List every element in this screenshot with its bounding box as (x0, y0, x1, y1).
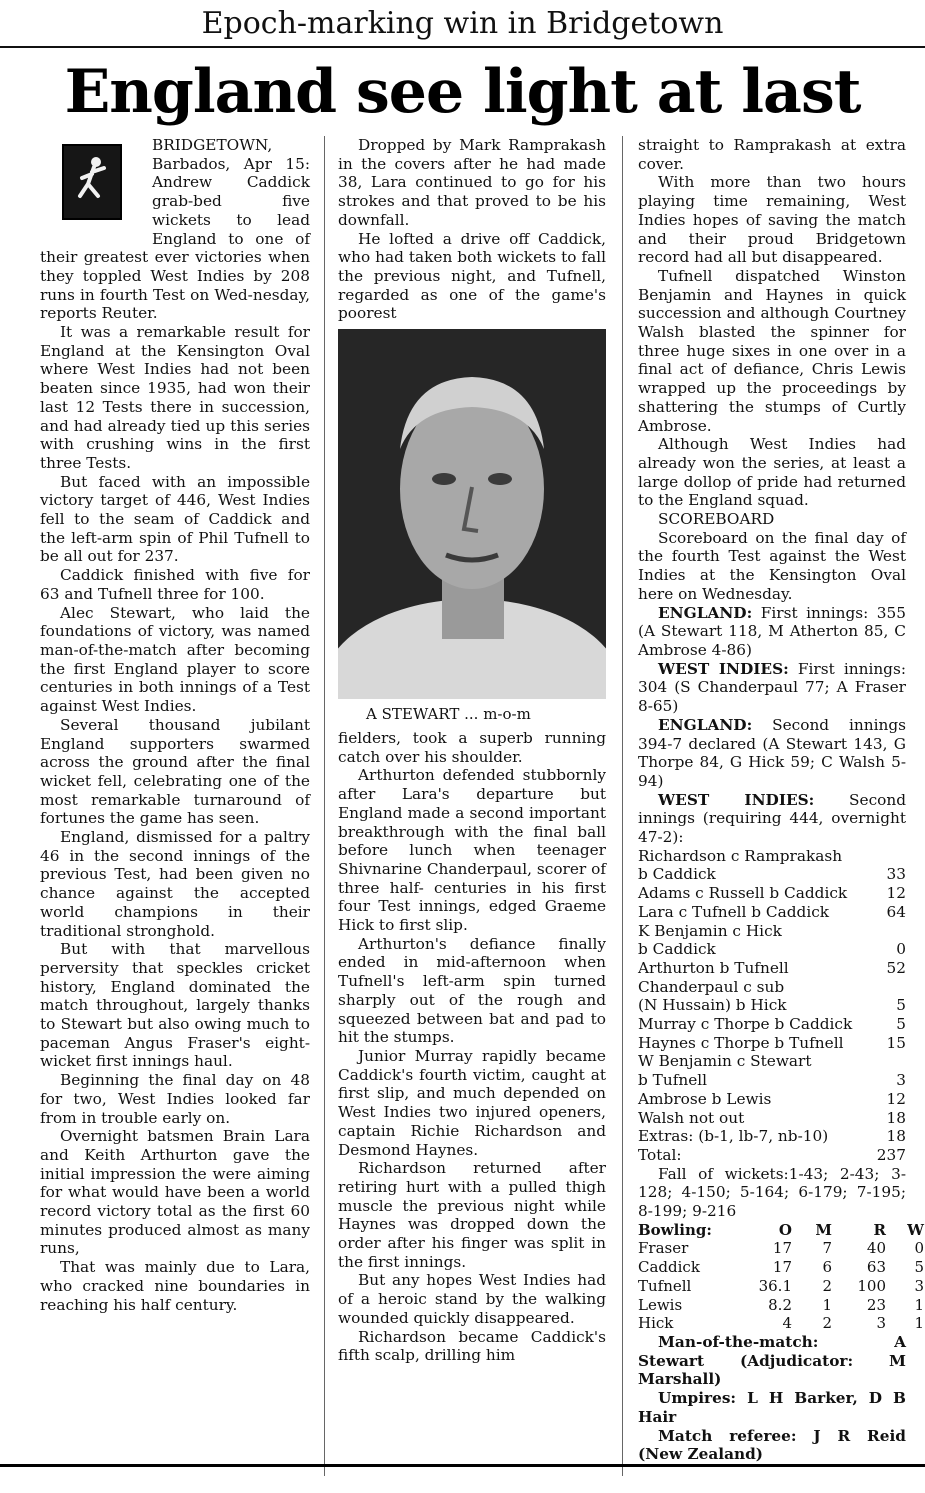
team-name: ENGLAND: (658, 715, 753, 734)
batsman-dismissal: Murray c Thorpe b Caddick (638, 1015, 853, 1034)
paragraph: Arthurton's defiance finally ended in mid-afternoon when Tufnell's left-arm spin turned sharply out of the rough and squeezed between bat and pad to hit the stumps. (338, 934, 606, 1047)
batting-row (638, 959, 906, 978)
batsman-dismissal: b Tufnell (638, 1071, 708, 1090)
innings-text: Second innings 394-7 declared (A Stewart 143, G Thorpe 84, G Hick 59; C Walsh 5-94) (638, 715, 906, 790)
runs: 237 (876, 1145, 906, 1164)
column-3 (638, 136, 924, 1464)
innings-england-1 (638, 604, 906, 660)
innings-westindies-1 (638, 660, 906, 716)
team-name: WEST INDIES: (658, 790, 815, 809)
bowling-header: R (873, 1220, 886, 1239)
innings-text: First innings: 304 (S Chanderpaul 77; A Fraser 8-65) (638, 659, 906, 716)
bowling-figure: 3 (914, 1276, 924, 1295)
bowler-name: Tufnell (638, 1276, 692, 1295)
bowling-figure: 8.2 (768, 1295, 792, 1314)
bowling-figure: 2 (822, 1314, 832, 1333)
batsman-dismissal: Adams c Russell b Caddick (638, 884, 848, 903)
bowling-figure: 17 (772, 1239, 792, 1258)
paragraph: That was mainly due to Lara, who cracked nine boundaries in reaching his half century. (40, 1258, 310, 1314)
batting-row (638, 940, 906, 959)
column-1 (40, 136, 310, 1314)
paragraph: Tufnell dispatched Winston Benjamin and Haynes in quick succession and although Courtney Walsh blasted the spinner for three huge sixes in one over in a final act of defiance, Chris Lewis wrapped up the proceedings by shattering the stumps of Curtly Ambrose. (638, 266, 906, 435)
fall-of-wickets: Fall of wickets:1-43; 2-43; 3-128; 4-150; 5-164; 6-179; 7-195; 8-199; 9-216 (638, 1164, 906, 1221)
bowling-figure: 4 (782, 1314, 792, 1333)
paragraph: Dropped by Mark Ramprakash in the covers after he had made 38, Lara continued to go for his strokes and that proved to be his downfall. (338, 136, 606, 229)
batsman-dismissal: Total: (638, 1145, 682, 1164)
paragraph: Caddick finished with five for 63 and Tufnell three for 100. (40, 566, 310, 603)
umpires: Umpires: L H Barker, D B Hair (638, 1389, 906, 1426)
bowling-figure: 5 (914, 1258, 924, 1277)
paragraph: Arthurton defended stubbornly after Lara's departure but England made a second important breakthrough with the final ball before lunch when teenager Shivnarine Chanderpaul, scorer of three half- centuries in his first four Test innings, edged Graeme Hick to first slip. (338, 766, 606, 935)
bowling-header: W (907, 1220, 924, 1239)
runs: 12 (886, 884, 906, 903)
batsman-dismissal: b Caddick (638, 940, 716, 959)
paragraph: But any hopes West Indies had of a heroic stand by the walking wounded quickly disappeared. (338, 1271, 606, 1327)
runs: 18 (886, 1127, 906, 1146)
bowler-icon (70, 152, 114, 212)
bowler-name: Caddick (638, 1258, 700, 1277)
next-story-rule (0, 1464, 925, 1493)
paragraph: Alec Stewart, who laid the foundations of victory, was named man-of-the-match after becoming the first England player to score centuries in both innings of a Test against West Indies. (40, 603, 310, 716)
batsman-dismissal: Extras: (b-1, lb-7, nb-10) (638, 1127, 829, 1146)
paragraph: He lofted a drive off Caddick, who had taken both wickets to fall the previous night, and Tufnell, regarded as one of the game's poorest (338, 229, 606, 323)
batting-row (638, 884, 906, 903)
runs: 33 (886, 865, 906, 884)
bowling-figure: 63 (866, 1258, 886, 1277)
bowling-header: Bowling: (638, 1220, 712, 1239)
column-divider (324, 136, 325, 1476)
batting-row (638, 1146, 906, 1165)
paragraph: straight to Ramprakash at extra cover. (638, 136, 906, 173)
batting-row (638, 1034, 906, 1053)
bowling-figure: 0 (914, 1239, 924, 1258)
paragraph: England, dismissed for a paltry 46 in the second innings of the previous Test, had been given no chance against the accepted world champions in their traditional stronghold. (40, 828, 310, 940)
headline: England see light at last (64, 57, 861, 127)
bowling-figure: 7 (822, 1239, 832, 1258)
bowling-figure: 1 (822, 1295, 832, 1314)
batting-row (638, 996, 906, 1015)
bowling-figure: 17 (772, 1258, 792, 1277)
batsman-dismissal: (N Hussain) b Hick (638, 996, 787, 1015)
top-rule (0, 46, 925, 48)
batting-row (638, 1090, 906, 1109)
bowling-figure: 1 (914, 1295, 924, 1314)
batting-row (638, 1015, 906, 1034)
column-divider (622, 136, 623, 1476)
bowling-figure: 1 (914, 1314, 924, 1333)
paragraph: It was a remarkable result for England at the Kensington Oval where West Indies had not been beaten since 1935, had won their last 12 Tests there in succession, and had already tied up this series with crushing wins in the first three Tests. (40, 323, 310, 472)
runs: 5 (896, 996, 906, 1015)
team-name: ENGLAND: (658, 603, 753, 622)
bowling-figure: 6 (822, 1258, 832, 1277)
paragraph: But faced with an impossible victory target of 446, West Indies fell to the seam of Caddick and the left-arm spin of Phil Tufnell to be all out for 237. (40, 472, 310, 566)
batsman-dismissal: Walsh not out (638, 1108, 745, 1127)
bowling-figure: 23 (866, 1295, 886, 1314)
runs: 12 (886, 1089, 906, 1108)
runs: 0 (896, 940, 906, 959)
bowling-table (638, 1220, 924, 1333)
paragraph: But with that marvellous perversity that speckles cricket history, England dominated the match throughout, largely thanks to Stewart but also owing much to paceman Angus Fraser's eight- wicket first innings haul. (40, 940, 310, 1071)
innings-england-2 (638, 716, 906, 791)
bowling-header: O (778, 1220, 792, 1239)
paragraph: Although West Indies had already won the series, at least a large dollop of pride had returned to the England squad. (638, 435, 906, 510)
runs: 18 (886, 1108, 906, 1127)
bowling-figure: 2 (822, 1276, 832, 1295)
batting-line: W Benjamin c Stewart (638, 1052, 812, 1071)
dateline: BRIDGETOWN, Barbados, Apr 15: (152, 136, 310, 173)
stewart-photo (338, 329, 606, 699)
column-2 (338, 136, 606, 1365)
batting-line: K Benjamin c Hick (638, 921, 782, 940)
innings-westindies-2 (638, 791, 906, 847)
photo-caption: A STEWART ... m-o-m (366, 705, 531, 724)
paragraph: Beginning the final day on 48 for two, West Indies looked far from in trouble early on. (40, 1071, 310, 1127)
man-of-the-match: Man-of-the-match: A Stewart (Adjudicator: M Marshall) (638, 1333, 906, 1389)
paragraph: Several thousand jubilant England supporters swarmed across the ground after the final wicket fell, celebrating one of the most remarkable turnaround of fortunes the game has seen. (40, 715, 310, 828)
batting-row (638, 1071, 906, 1090)
batsman-dismissal: Lara c Tufnell b Caddick (638, 902, 830, 921)
batsman-dismissal: Haynes c Thorpe b Tufnell (638, 1033, 844, 1052)
innings-text: First innings: 355 (A Stewart 118, M Atherton 85, C Ambrose 4-86) (638, 603, 906, 659)
team-name: WEST INDIES: (658, 659, 789, 678)
bowling-figure: 100 (857, 1276, 886, 1295)
batting-row (638, 903, 906, 922)
batting-card (638, 847, 906, 1165)
innings-text: Second innings (requiring 444, overnight 47-2): (638, 790, 906, 847)
paragraph: Richardson became Caddick's fifth scalp, drilling him (338, 1327, 606, 1365)
paragraph: With more than two hours playing time remaining, West Indies hopes of saving the match and their proud Bridgetown record had all but disappeared. (638, 173, 906, 267)
batting-row (638, 1109, 906, 1128)
runs: 5 (896, 1015, 906, 1034)
bowler-name: Fraser (638, 1239, 689, 1258)
paragraph: Overnight batsmen Brain Lara and Keith Arthurton gave the initial impression the were aiming for what would have been a world record victory total as the first 60 minutes produced almost as many runs, (40, 1127, 310, 1258)
paragraph: fielders, took a superb running catch over his shoulder. (338, 729, 606, 766)
batting-row (638, 1127, 906, 1146)
bowling-header: M (815, 1220, 832, 1239)
batting-row (638, 865, 906, 884)
scoreboard-intro: Scoreboard on the final day of the fourth Test against the West Indies at the Kensington Oval here on Wednesday. (638, 528, 906, 603)
bowler-name: Hick (638, 1314, 674, 1333)
paragraph: Junior Murray rapidly became Caddick's fourth victim, caught at first slip, and much depended on West Indies two injured openers, captain Richie Richardson and Desmond Haynes. (338, 1046, 606, 1159)
lead-paragraph: Andrew Caddick grab-bed five wickets to lead England to one of their greatest ever victories when they toppled West Indies by 208 runs in fourth Test on Wed-nesday, reports Reuter. (40, 173, 310, 323)
paragraph: Richardson returned after retiring hurt with a pulled thigh muscle the previous night while Haynes was dropped down the order after his finger was split in the first innings. (338, 1159, 606, 1271)
batsman-dismissal: Arthurton b Tufnell (638, 958, 789, 977)
batsman-dismissal: b Caddick (638, 865, 716, 884)
bowling-figure: 3 (876, 1314, 886, 1333)
runs: 15 (886, 1033, 906, 1052)
bowler-name: Lewis (638, 1295, 683, 1314)
runs: 64 (886, 902, 906, 921)
runs: 3 (896, 1071, 906, 1090)
batsman-dismissal: Ambrose b Lewis (638, 1089, 772, 1108)
bowling-figure: 36.1 (758, 1276, 792, 1295)
batting-line: Richardson c Ramprakash (638, 846, 843, 865)
batting-line: Chanderpaul c sub (638, 977, 785, 996)
match-referee: Match referee: J R Reid (New Zealand) (638, 1426, 906, 1464)
cricket-logo (40, 140, 144, 224)
kicker: Epoch-marking win in Bridgetown (201, 6, 724, 41)
runs: 52 (886, 958, 906, 977)
bowling-figure: 40 (866, 1239, 886, 1258)
scoreboard-heading: SCOREBOARD (658, 510, 775, 529)
